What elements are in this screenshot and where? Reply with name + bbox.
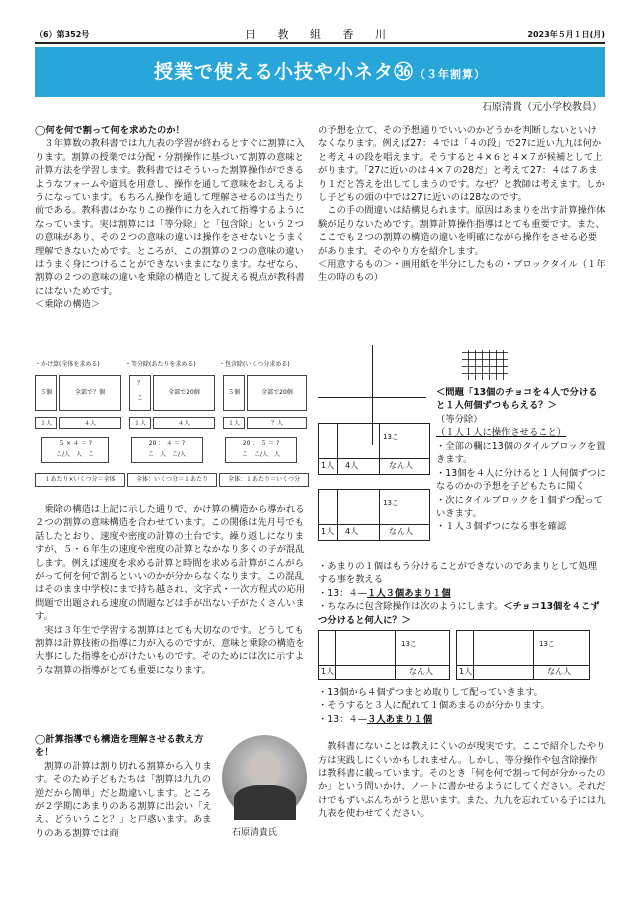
tools-list: ＜用意するもの＞・画用紙を半分にしたもの・ブロックタイル（１年生の時のもの） — [318, 259, 606, 284]
step-6 — [318, 587, 606, 600]
left-paragraph-3: 実は３年生で学習する割算はとても大切なのです。どうしても割算は計算技術の指導に力が入るのですが、意味と乗除の構造を大事にした指導を心がけたいものです。そのためには次に示すような割算の指導がとても重要になります。 — [35, 624, 305, 676]
step-8: ・13個から４個ずつまとめ取りして配っていきます。 — [318, 687, 543, 698]
step-3: ・次にタイルブロックを１個ずつ配っていきます。 — [436, 494, 603, 520]
grid-5-r3: なん人 — [547, 667, 571, 676]
step-9: ・そうすると３人に配れて１個あまるのが分かります。 — [318, 700, 550, 712]
page-header — [35, 26, 605, 40]
label-partitive: ・等分除(あたりを求める) — [125, 361, 196, 368]
header-rule — [35, 42, 605, 44]
box-c1-count: ４人 — [59, 417, 121, 429]
left-paragraph-1: ３年算数の教科書では九九表の学習が終わるとすぐに割算に入ります。割算の授業では分配・分割操作に基づいて割算の意味と計算方法を学習します。教科書ではそういった割算操作ができるようなフォームや道具を用意し、操作を通して意味をおしえるようになっています。もちろん操作を通して理解させるのは当たり前である。教科書はかなりこの操作に力を入れて指導するようになっています。実は割算には「等分除」と「包含除」という２つの意味があり、その２つの意味の違いは操作をさせないとうまく理解できないためです。ところが、この割算の２つの意味の違いはうまく身につけることができないままになります。なぜなら、割算の２つの意味の違いを乗除の構造として捉える視点が教科書にはないためです。 — [35, 138, 305, 297]
c2-unit-label: こ — [136, 395, 143, 402]
newspaper-name: 日 教 組 香 川 — [245, 28, 395, 41]
box-c3-count: ？人 — [247, 417, 307, 429]
box-c3-rule: 全体：１あたり＝いくつ分 — [219, 473, 309, 487]
c3-formula: 20 ： ５ ＝ ? — [242, 440, 280, 447]
photo-face — [250, 751, 280, 789]
step-4: ・１人３個ずつになる事を確認 — [436, 521, 567, 533]
c2-formula: 20 ： ４ ＝ ? — [148, 440, 186, 447]
step-10-a: ・13：４— — [318, 713, 368, 725]
problem-1-kind: （等分除） — [436, 413, 483, 425]
tile-board-2 — [318, 423, 430, 475]
box-c1-rule: １あたり×いくつ分＝全体 — [35, 473, 125, 487]
problem-1-type — [436, 413, 606, 440]
section-heading-1: ◯何を何で割って何を求めたのか！ — [35, 125, 185, 136]
grid-3-total: 13こ — [383, 499, 399, 507]
step-7-problem: ＜チョコ13個を４こずつ分けると何人に？＞ — [318, 601, 600, 626]
author-photo — [222, 735, 307, 820]
grid-2-r2: 4人 — [345, 461, 359, 470]
grid-4-r1: 1人 — [321, 667, 335, 676]
problem-1-note: （１人１人に操作させること） — [436, 427, 567, 439]
box-c2-one: １人 — [129, 417, 151, 429]
issue-date: 2023年５月１日(月) — [527, 30, 605, 39]
right-paragraph-1: の予想を立て、その予想通りでいいのかどうかを判断しないといけなくなります。例えば27：４では「４の段」で27に近い九九は何かと考え４の段を唱えます。そうすると４×６と４×７が候補として上がります。「27に近いのは４×７の28だ」と考えて27：４は７あまり１だと答えを出してしまうのです。なぜ？と教師は考えます。しかし子どもの頭の中では27に近いのは28なのです。 — [318, 125, 605, 204]
box-c2-total: 全部で20個 — [153, 375, 215, 411]
board-1-hline — [318, 397, 426, 398]
grid-3-r3: なん人 — [389, 527, 413, 536]
c1-formula: ５ × ４ ＝ ? — [58, 440, 92, 447]
step-5: ・あまりの１個はもう分けることができないのであまりとして処理する事を教える — [318, 561, 597, 586]
box-c2-count: ４人 — [153, 417, 215, 429]
box-c2-rule: 全体：いくつ分＝１あたり — [127, 473, 217, 487]
left-paragraph-2: 乗除の構造は上記に示した通りで、かけ算の構造から導かれる２つの割算の意味構造を合わせています。この関係は先月号でも話したとおり、速度や密度の計算の土台です。繰り返しになりますが、５・６年生の速度や密度の計算となかなり多くの子が混乱します。例えば速度を求める計算と時間を求める計算がこんがらがって何を何で割るといいのかが分からなくなります。この混乱はそのまま中学校にまで持ち越され、文字式・一次方程式の応用問題で出題される速度の問題などは手が出ない子がたくさんいます。 — [35, 504, 306, 623]
steps-list — [436, 440, 606, 534]
label-quotitive: ・包含除(いくつ分求める) — [219, 361, 290, 368]
left-column-3 — [35, 733, 213, 840]
step-6-answer: １人３個あまり１個 — [367, 587, 451, 599]
problem-1 — [436, 386, 606, 440]
box-c3-total: 全部で20個 — [247, 375, 307, 411]
left-column — [35, 124, 308, 312]
box-c1-total: 全部で？個 — [59, 375, 121, 411]
left-paragraph-4: 割算の計算は割り切れる割算から入ります。そのため子どもたちは「割算は九九の逆だから簡単」だと勘違いします。ところが２学期にあまりのある割算に出会い「ええ、どういうこと？」と戸惑います。あまりのある割算では商 — [35, 760, 212, 839]
grid-2-r3: なん人 — [389, 461, 413, 470]
tile-board-3 — [318, 489, 430, 541]
grid-3-r2: 4人 — [345, 527, 359, 536]
grid-2-total: 13こ — [383, 433, 399, 441]
step-10-answer: ３人あまり１個 — [367, 713, 433, 725]
grid-5-r1: 1人 — [459, 667, 473, 676]
structure-diagram — [35, 361, 308, 501]
issue-number: （6）第352号 — [35, 30, 90, 39]
title-sub: （３年割算） — [414, 68, 486, 81]
tile-board-4 — [318, 630, 450, 680]
box-c2-unit — [129, 375, 151, 411]
left-column-2 — [35, 503, 308, 677]
box-c1-unit: ５個 — [35, 375, 57, 411]
step-1: ・全部の欄に13個のタイルブロックを置きます。 — [436, 441, 606, 466]
c1-units: こ/人 人 こ — [55, 451, 95, 458]
problem-1-text: ＜問題「13個のチョコを４人で分けると１人何個ずつもらえる？＞ — [436, 387, 598, 412]
tile-block-stack — [462, 350, 508, 380]
grid-3-r1: 1人 — [321, 527, 335, 536]
step-2: ・13個を４人に分けると１人何個ずつになるのかの予想を子どもたちに聞く — [436, 467, 606, 493]
c2-units: こ 人 こ/人 — [147, 451, 187, 458]
right-paragraph-3: 教科書にないことは教えにくいのが現実です。ここで紹介したやり方は実践しにくいかもしれません。しかし、等分操作や包含除操作は教科書に載っています。そのとき「何を何で割って何が分かったのか」という問いかけ、ノートに書かせるようにしてください。それだけでもずいぶんちがうと思います。また、九九を忘れている子には九九表を使わせてください。 — [318, 741, 606, 820]
box-c3-unit: ５個 — [223, 375, 245, 411]
step-6-a: ・13：４— — [318, 587, 368, 599]
photo-body — [234, 785, 296, 820]
structure-heading: ＜乗除の構造＞ — [35, 299, 101, 311]
article-title — [35, 57, 605, 84]
box-c2-formula — [131, 437, 203, 463]
c3-units: こ こ/人 人 — [241, 451, 281, 458]
photo-caption: 石原清貴氏 — [232, 828, 278, 838]
right-paragraph-2: この手の間違いは結構見られます。原因はあまりを出す計算操作体験が足りないためです。割算計算操作指導はとても重要です。また、ここでも２つの割算の構造の違いを明確にながら操作をさせる必要があります。そのやり方を紹介します。 — [318, 205, 606, 257]
tile-board-5 — [456, 630, 590, 680]
step-10 — [318, 713, 606, 726]
box-c1-one: １人 — [35, 417, 57, 429]
c2-unknown: ？ — [136, 380, 143, 387]
title-banner — [35, 47, 605, 97]
right-column-2 — [318, 560, 606, 627]
step-7 — [318, 600, 606, 627]
grid-4-r3: なん人 — [409, 667, 433, 676]
step-7-a: ・ちなみに包含除操作は次のようにします。 — [318, 601, 504, 613]
label-multiplication: ・かけ算(全体を求める) — [35, 361, 100, 368]
author-byline: 石原清貴（元小学校教員） — [482, 102, 602, 113]
grid-5-total: 13こ — [539, 640, 555, 648]
box-c3-one: １人 — [223, 417, 245, 429]
right-column — [318, 124, 606, 285]
title-main: 授業で使える小技や小ネタ㊱ — [153, 61, 414, 83]
grid-4-total: 13こ — [401, 640, 417, 648]
right-column-3 — [318, 686, 606, 821]
grid-2-r1: 1人 — [321, 461, 335, 470]
section-heading-2: ◯計算指導でも構造を理解させる教え方を！ — [35, 734, 204, 759]
box-c1-formula — [41, 437, 109, 463]
box-c3-formula — [225, 437, 297, 463]
